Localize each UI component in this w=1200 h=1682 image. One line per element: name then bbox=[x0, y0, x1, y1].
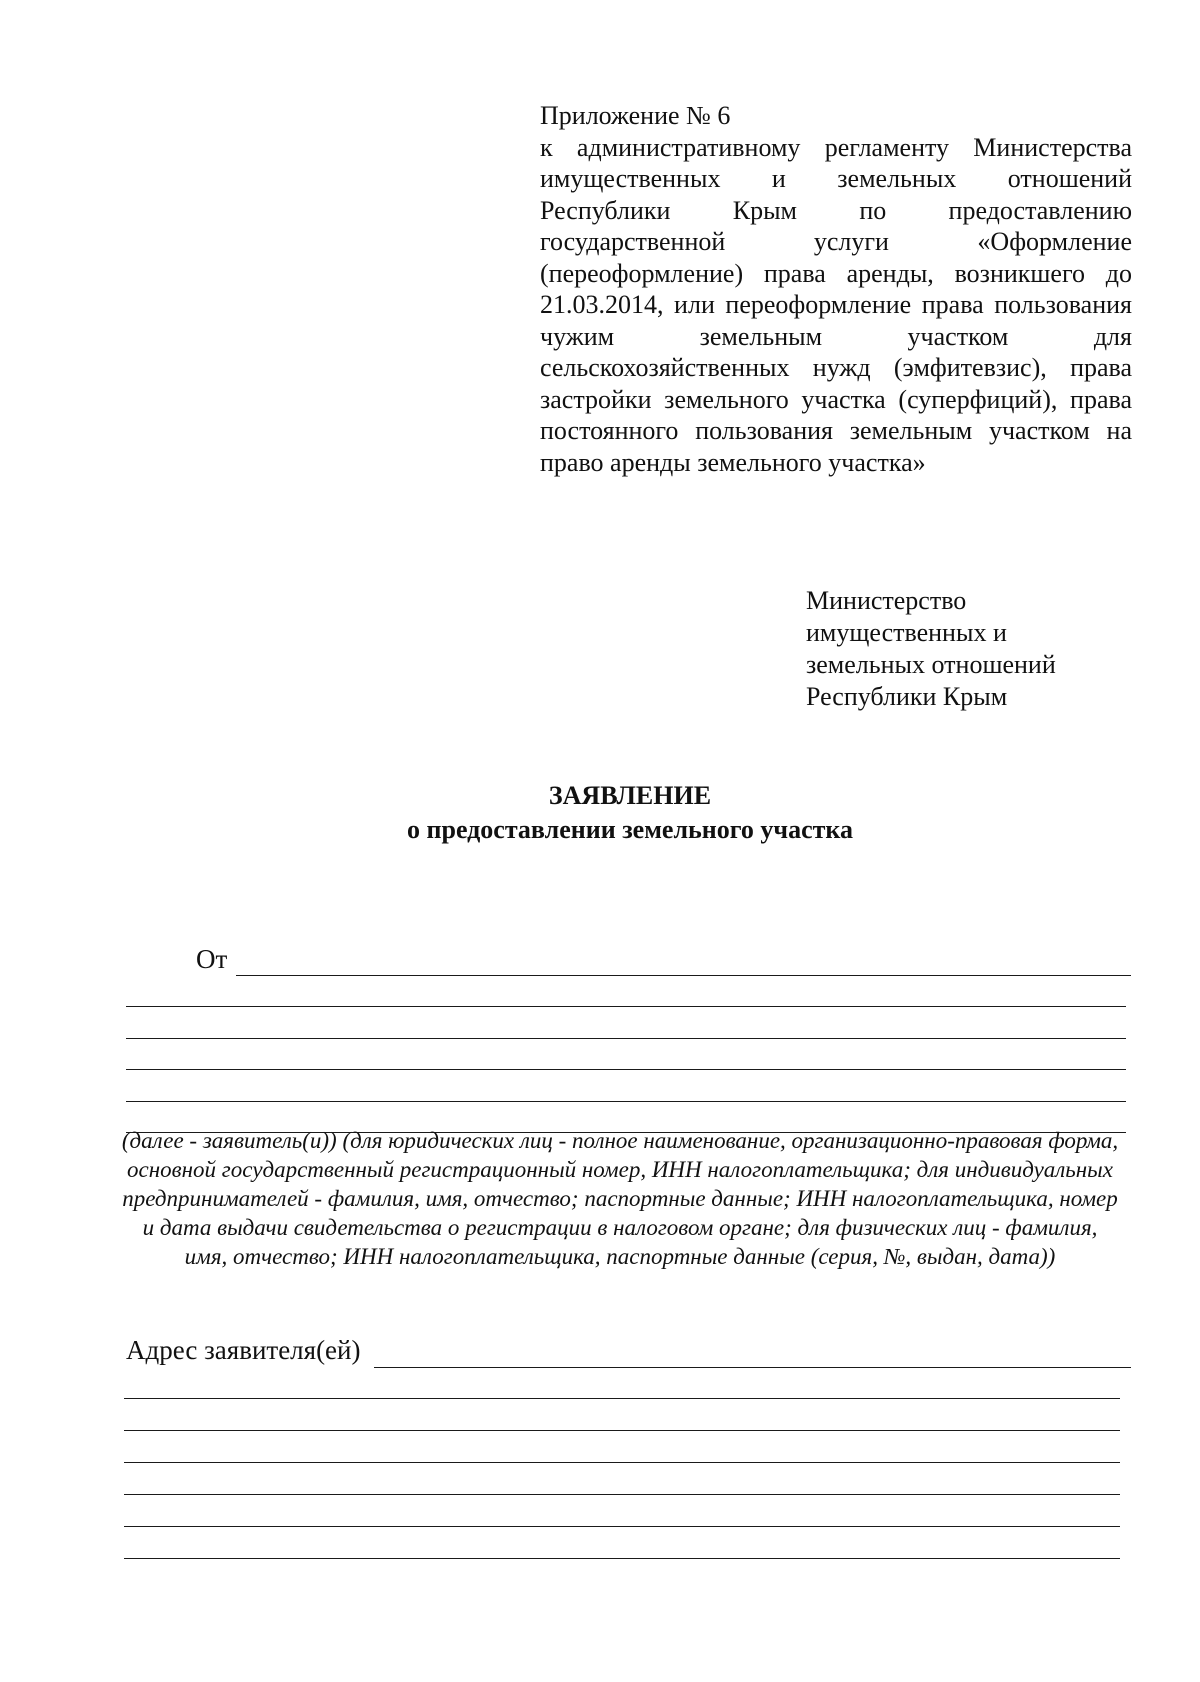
annex-header bbox=[540, 100, 1132, 478]
recipient-line: Республики Крым bbox=[806, 682, 1008, 711]
address-input-line[interactable] bbox=[374, 1367, 1131, 1368]
from-input-line[interactable] bbox=[126, 1038, 1126, 1039]
address-input-line[interactable] bbox=[124, 1494, 1120, 1495]
from-input-line[interactable] bbox=[126, 1069, 1126, 1070]
address-label: Адрес заявителя(ей) bbox=[126, 1335, 361, 1365]
from-input-line[interactable] bbox=[126, 1006, 1126, 1007]
annex-title: Приложение № 6 bbox=[540, 101, 731, 130]
from-input-line[interactable] bbox=[126, 1101, 1126, 1102]
document-subtitle: о предоставлении земельного участка bbox=[407, 815, 853, 844]
annex-description: к административному регламенту Министерства имущественных и земельных отношений Республики Крым по предоставлению государственной услуги «Оформление (переоформление) права аренды, возникшего до 21.03.2014, или переоформление права пользования чужим земельным участком для сельскохозяйственных нужд (эмфитевзис), права застройки земельного участка (суперфиций), права постоянного пользования земельным участком на право аренды земельного участка» bbox=[540, 132, 1132, 477]
address-input-line[interactable] bbox=[124, 1526, 1120, 1527]
from-input-line[interactable] bbox=[236, 975, 1131, 976]
document-title: ЗАЯВЛЕНИЕ bbox=[548, 781, 712, 810]
applicant-note: (далее - заявитель(и)) (для юридических лиц - полное наименование, организационно-правовая форма, основной государственный регистрационный номер, ИНН налогоплательщика; для индивидуальных предпринимателей - фамилия, имя, отчество; паспортные данные; ИНН налогоплательщика, номер и дата выдачи свидетельства о регистрации в налоговом органе; для физических лиц - фамилия, имя, отчество; ИНН налогоплательщика, паспортные данные (серия, №, выдан, дата)) bbox=[121, 1128, 1119, 1269]
recipient-line: имущественных и bbox=[806, 618, 1007, 647]
recipient-line: земельных отношений bbox=[806, 650, 1056, 679]
recipient-line: Министерство bbox=[806, 586, 967, 615]
address-input-line[interactable] bbox=[124, 1462, 1120, 1463]
address-input-line[interactable] bbox=[124, 1430, 1120, 1431]
from-label: От bbox=[196, 944, 228, 974]
address-input-line[interactable] bbox=[124, 1398, 1120, 1399]
recipient-block bbox=[806, 585, 1136, 713]
address-input-line[interactable] bbox=[124, 1558, 1120, 1559]
